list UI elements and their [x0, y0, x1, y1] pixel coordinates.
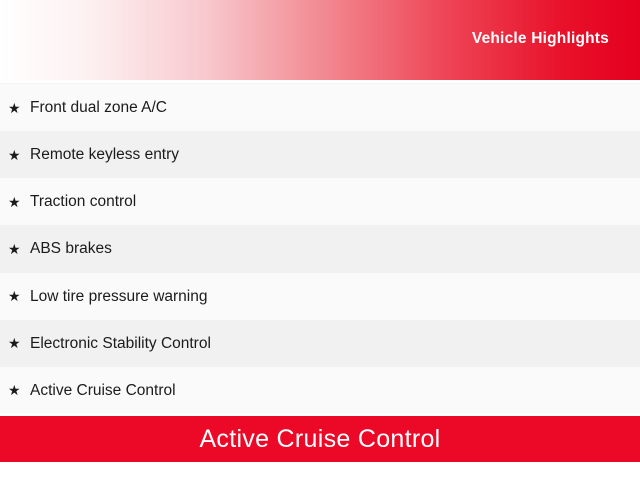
- page-title: Vehicle Highlights: [471, 30, 609, 47]
- star-icon: ★: [8, 146, 21, 163]
- star-icon: ★: [8, 335, 21, 352]
- bottom-strip: [0, 462, 640, 480]
- footer-title: Active Cruise Control: [199, 424, 441, 453]
- footer-banner: [0, 414, 640, 462]
- feature-label: Electronic Stability Control: [30, 334, 211, 352]
- feature-label: Low tire pressure warning: [30, 287, 208, 305]
- star-icon: ★: [8, 240, 21, 257]
- list-item: [0, 131, 640, 178]
- list-item: [0, 84, 640, 131]
- list-item: [0, 320, 640, 367]
- features-list: [0, 83, 640, 414]
- list-item: [0, 273, 640, 320]
- feature-label: Active Cruise Control: [30, 381, 176, 399]
- star-icon: ★: [8, 99, 21, 116]
- feature-label: ABS brakes: [30, 240, 112, 258]
- star-icon: ★: [8, 382, 21, 399]
- feature-label: Remote keyless entry: [30, 146, 180, 164]
- star-icon: ★: [8, 288, 21, 305]
- feature-label: Front dual zone A/C: [30, 99, 167, 117]
- list-item: [0, 178, 640, 225]
- list-item: [0, 225, 640, 272]
- header-banner: [0, 0, 640, 83]
- star-icon: ★: [8, 193, 21, 210]
- feature-label: Traction control: [30, 193, 137, 211]
- list-item: [0, 367, 640, 414]
